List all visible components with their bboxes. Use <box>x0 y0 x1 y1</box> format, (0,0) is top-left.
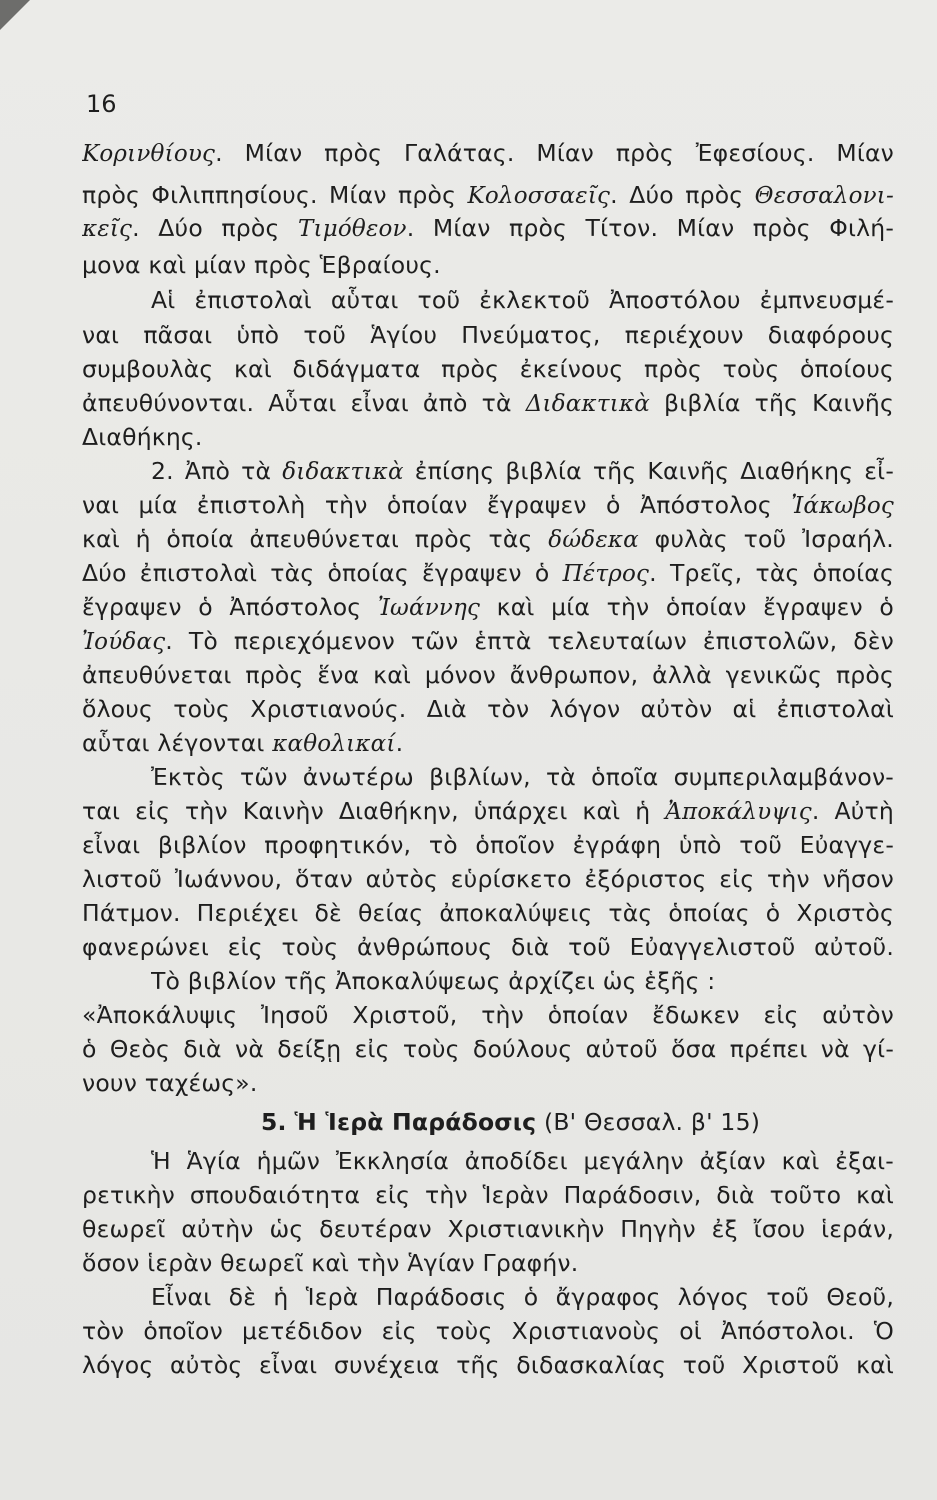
italic-word: Ἀποκάλυψις <box>665 799 812 825</box>
text-run: . Μίαν πρὸς Γαλάτας. Μίαν πρὸς Ἐφεσίους. Μίαν <box>215 139 894 167</box>
text-line <box>82 133 894 173</box>
text-run: ναι μία ἐπιστολὴ τὴν ὁποίαν ἔγραψεν ὁ Ἀπόστολος <box>82 491 792 519</box>
text-run: ἀπευθύνονται. Αὗται εἶναι ἀπὸ τὰ <box>82 389 526 417</box>
text-line <box>82 1345 894 1385</box>
text-run: λόγος αὐτὸς εἶναι συνέχεια τῆς διδασκαλίας τοῦ Χριστοῦ καὶ <box>82 1351 894 1379</box>
text-run: καὶ μία τὴν ὁποίαν ἔγραψεν ὁ <box>480 593 894 621</box>
text-run: εἶναι βιβλίον προφητικόν, τὸ ὁποῖον ἐγράφη ὑπὸ τοῦ Εὐαγγε- <box>82 831 894 859</box>
text-run: . Δύο πρὸς <box>610 181 755 209</box>
text-run: Αἱ ἐπιστολαὶ αὗται τοῦ ἐκλεκτοῦ Ἀποστόλου ἐμπνευσμέ- <box>151 286 894 314</box>
section-title: Ἡ Ἱερὰ Παράδοσις <box>294 1108 537 1136</box>
text-run: πρὸς Φιλιππησίους. Μίαν πρὸς <box>82 181 468 209</box>
italic-word: Κολοσσαεῖς <box>467 183 611 209</box>
section-heading <box>261 1102 781 1142</box>
text-run: . Τρεῖς, τὰς ὁποίας <box>649 559 894 587</box>
italic-word: Κορινθίους <box>82 141 216 167</box>
text-run: λιστοῦ Ἰωάννου, ὅταν αὐτὸς εὑρίσκετο ἐξόριστος εἰς τὴν νῆσον <box>82 865 894 893</box>
italic-word: κεῖς <box>82 216 133 242</box>
italic-word: καθολικαί <box>272 731 396 757</box>
text-run: ρετικὴν σπουδαιότητα εἰς τὴν Ἱερὰν Παράδοσιν, διὰ τοῦτο καὶ <box>82 1181 894 1209</box>
text-run: ὅσον ἱερὰν θεωρεῖ καὶ τὴν Ἁγίαν Γραφήν. <box>82 1249 579 1277</box>
text-run: καὶ ἡ ὁποία ἀπευθύνεται πρὸς τὰς <box>82 525 549 553</box>
text-run: Πάτμον. Περιέχει δὲ θείας ἀποκαλύψεις τὰς ὁποίας ὁ Χριστὸς <box>82 899 894 927</box>
text-run: μονα καὶ μίαν πρὸς Ἑβραίους. <box>82 251 441 279</box>
text-run: Εἶναι δὲ ἡ Ἱερὰ Παράδοσις ὁ ἄγραφος λόγος τοῦ Θεοῦ, <box>151 1283 894 1311</box>
italic-word: Πέτρος <box>562 561 650 587</box>
italic-word: Τιμόθεον <box>297 216 407 242</box>
italic-word: Ἰωάννης <box>377 595 481 621</box>
page-number: 16 <box>86 90 117 118</box>
italic-word: Ἰούδας <box>82 629 166 655</box>
italic-word: δώδεκα <box>548 527 639 553</box>
folded-corner <box>0 0 30 30</box>
text-run: Διαθήκης. <box>82 423 203 451</box>
italic-word: Διδακτικὰ <box>525 391 650 417</box>
text-run: Ἡ Ἁγία ἡμῶν Ἐκκλησία ἀποδίδει μεγάλην ἀξίαν καὶ ἐξαι- <box>151 1147 894 1175</box>
text-run: βιβλία τῆς Καινῆς <box>649 389 894 417</box>
section-reference: (Β' Θεσσαλ. β' 15) <box>543 1108 761 1136</box>
text-run: ὅλους τοὺς Χριστιανούς. Διὰ τὸν λόγον αὐτὸν αἱ ἐπιστολαὶ <box>82 695 894 723</box>
text-run: ὁ Θεὸς διὰ νὰ δείξῃ εἰς τοὺς δούλους αὐτοῦ ὅσα πρέπει νὰ γί- <box>82 1035 894 1063</box>
text-run: ται εἰς τὴν Καινὴν Διαθήκην, ὑπάρχει καὶ ἡ <box>82 797 666 825</box>
text-line <box>151 280 894 320</box>
italic-word: Ἰάκωβος <box>791 493 894 519</box>
text-line <box>82 1063 894 1103</box>
text-run: . Μίαν πρὸς Τίτον. Μίαν πρὸς Φιλή- <box>406 214 894 242</box>
text-run: ναι πᾶσαι ὑπὸ τοῦ Ἁγίου Πνεύματος, περιέχουν διαφόρους <box>82 321 894 349</box>
text-run: . Τὸ περιεχόμενον τῶν ἑπτὰ τελευταίων ἐπιστολῶν, δὲν <box>165 627 894 655</box>
italic-word: Θεσσαλονι- <box>754 183 894 209</box>
text-run: . <box>395 729 404 757</box>
text-run: φυλὰς τοῦ Ἰσραήλ. <box>638 525 894 553</box>
text-run: . Δύο πρὸς <box>132 214 298 242</box>
text-run: τὸν ὁποῖον μετέδιδον εἰς τοὺς Χριστιανοὺς οἱ Ἀπόστολοι. Ὁ <box>82 1317 894 1345</box>
text-line <box>82 245 894 285</box>
text-run: φανερώνει εἰς τοὺς ἀνθρώπους διὰ τοῦ Εὐαγγελιστοῦ αὐτοῦ. <box>82 933 894 961</box>
text-run: . Αὐτὴ <box>811 797 894 825</box>
text-run: ἀπευθύνεται πρὸς ἕνα καὶ μόνον ἄνθρωπον, ἀλλὰ γενικῶς πρὸς <box>82 661 894 689</box>
text-run: Τὸ βιβλίον τῆς Ἀποκαλύψεως ἀρχίζει ὡς ἑξῆς : <box>151 967 716 995</box>
text-run: Δύο ἐπιστολαὶ τὰς ὁποίας ἔγραψεν ὁ <box>82 559 563 587</box>
text-run: νουν ταχέως». <box>82 1069 258 1097</box>
text-run: Ἐκτὸς τῶν ἀνωτέρω βιβλίων, τὰ ὁποῖα συμπεριλαμβάνον- <box>151 763 894 791</box>
text-run: ἐπίσης βιβλία τῆς Καινῆς Διαθήκης εἶ- <box>403 457 894 485</box>
text-run: ἔγραψεν ὁ Ἀπόστολος <box>82 593 378 621</box>
italic-word: διδακτικὰ <box>282 459 404 485</box>
text-run: 2. Ἀπὸ τὰ <box>151 457 283 485</box>
text-run: θεωρεῖ αὐτὴν ὡς δευτέραν Χριστιανικὴν Πηγὴν ἐξ ἴσου ἱεράν, <box>82 1215 894 1243</box>
text-run: αὗται λέγονται <box>82 729 273 757</box>
section-number: 5. <box>261 1108 287 1136</box>
text-run: «Ἀποκάλυψις Ἰησοῦ Χριστοῦ, τὴν ὁποίαν ἔδωκεν εἰς αὐτὸν <box>82 1001 894 1029</box>
text-line <box>82 208 894 248</box>
text-run: συμβουλὰς καὶ διδάγματα πρὸς ἐκείνους πρὸς τοὺς ὁποίους <box>82 355 894 383</box>
